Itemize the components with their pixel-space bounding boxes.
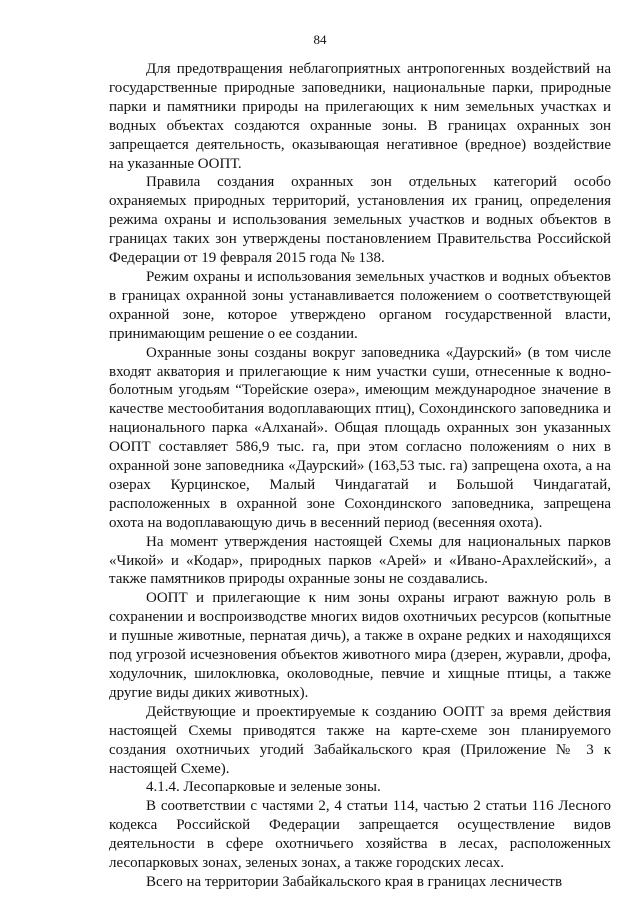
paragraph: В соответствии с частями 2, 4 статьи 114, частью 2 статьи 116 Лесного кодекса Российской Федерации запрещается осуществление видов деятельности в сфере охотничьего хозяйства в лесах, расположенных лесопарковых зонах, зеленых зонах, а также городских лесах. [109, 798, 611, 872]
paragraph: Для предотвращения неблагоприятных антропогенных воздействий на государственные природные заповедники, национальные парки, природные парки и памятники природы на прилегающих к ним земельных участках и водных объектах создаются охранные зоны. В границах охранных зон запрещается деятельность, оказывающая негативное (вредное) воздействие на указанные ООПТ. [109, 61, 611, 172]
paragraph: На момент утверждения настоящей Схемы для национальных парков «Чикой» и «Кодар», природных парков «Арей» и «Ивано-Арахлейский», а также памятников природы охранные зоны не создавались. [109, 533, 611, 588]
section-heading: 4.1.4. Лесопарковые и зеленые зоны. [146, 779, 381, 796]
paragraph: Действующие и проектируемые к созданию ООПТ за время действия настоящей Схемы приводятся также на карте-схеме зон планируемого создания охотничьих угодий Забайкальского края (Приложение № 3 к настоящей Схеме). [109, 703, 611, 777]
paragraph: ООПТ и прилегающие к ним зоны охраны играют важную роль в сохранении и воспроизводстве многих видов охотничьих ресурсов (копытные и пушные животные, пернатая дичь), а также в охране редких и находящихся под угрозой исчезновения объектов животного мира (дзерен, журавли, дрофа, ходулочник, шилоклювка, околоводные, певчие и хищные птицы, а также другие виды диких животных). [109, 590, 611, 701]
paragraph: Правила создания охранных зон отдельных категорий особо охраняемых природных территорий, установления их границ, определения режима охраны и использования земельных участков и водных объектов в границах таких зон утверждены постановлением Правительства Российской Федерации от 19 февраля 2015 года № 138. [109, 174, 611, 267]
page-number: 84 [313, 32, 327, 47]
body-text [109, 60, 611, 892]
paragraph: Режим охраны и использования земельных участков и водных объектов в границах охранной зоны устанавливается положением о соответствующей охранной зоне, которое утверждено органом государственной власти, принимающим решение о ее создании. [109, 268, 611, 342]
paragraph: Охранные зоны созданы вокруг заповедника «Даурский» (в том числе входят акватория и прилегающие к ним участки суши, отнесенные к водно-болотным угодьям “Торейские озера», имеющим международное значение в качестве местообитания водоплавающих птиц), Сохондинского заповедника и национального парка «Алханай». Общая площадь охранных зон указанных ООПТ составляет 586,9 тыс. га, при этом согласно положениям о них в охранной зоне заповедника «Даурский» (163,53 тыс. га) запрещена охота, а на озерах Курцинское, Малый Чиндагатай и Большой Чиндагатай, расположенных в охранной зоне Сохондинского заповедника, запрещена охота на водоплавающую дичь в весенний период (весенняя охота). [109, 344, 611, 531]
paragraph: Всего на территории Забайкальского края в границах лесничеств [146, 873, 563, 890]
